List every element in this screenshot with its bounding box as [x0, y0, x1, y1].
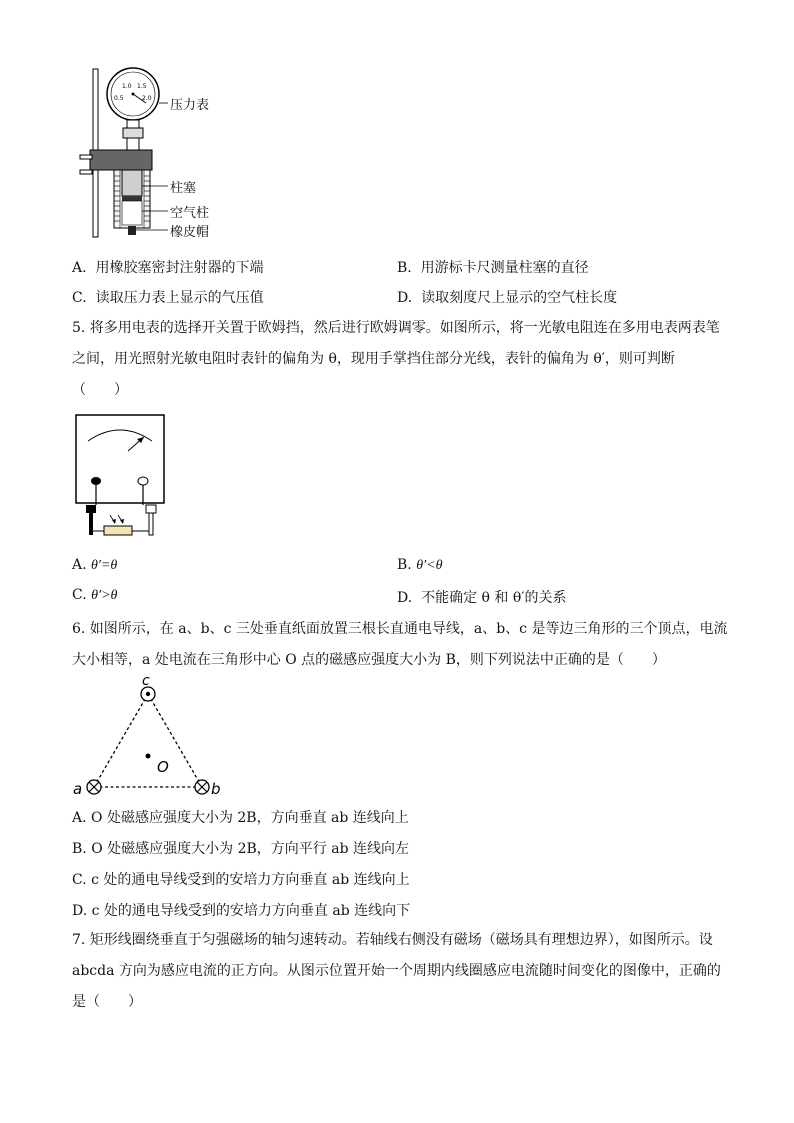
option-text: θ′<θ	[416, 558, 443, 573]
label-pressure-gauge: 压力表	[170, 98, 210, 113]
option-text: O 处磁感应强度大小为 2B，方向平行 ab 连线向左	[91, 841, 409, 857]
option-letter: A.	[72, 557, 87, 573]
q5-line-2: 之间，用光照射光敏电阻时表针的偏角为 θ，现用手掌挡住部分光线，表针的偏角为 θ′，则可判断	[72, 351, 675, 367]
label-piston: 柱塞	[170, 181, 197, 196]
option-letter: C.	[72, 587, 87, 603]
q5-line-1: 5. 将多用电表的选择开关置于欧姆挡，然后进行欧姆调零。如图所示，将一光敏电阻连在多用电表两表笔	[72, 320, 720, 336]
q6-option-d	[72, 900, 410, 920]
q4-option-b	[397, 257, 589, 277]
option-text: 不能确定 θ 和 θ′的关系	[421, 590, 567, 606]
label-c: c	[142, 673, 150, 689]
q7-line-2: abcda 方向为感应电流的正方向。从图示位置开始一个周期内线圈感应电流随时间变化的图像中，正确的	[72, 963, 721, 979]
label-b: b	[211, 780, 221, 798]
option-letter: B.	[72, 841, 87, 857]
triangle-wires-figure	[68, 672, 228, 802]
option-letter: D.	[72, 903, 88, 919]
option-text: c 处的通电导线受到的安培力方向垂直 ab 连线向上	[91, 872, 410, 888]
q5-line-3: （ ）	[72, 382, 128, 398]
option-text: θ′>θ	[91, 588, 118, 603]
option-letter: A.	[72, 260, 87, 276]
option-letter: C.	[72, 290, 87, 306]
q7-line-3: 是（ ）	[72, 994, 142, 1010]
option-text: c 处的通电导线受到的安培力方向垂直 ab 连线向下	[91, 903, 411, 919]
option-text: θ′=θ	[91, 558, 118, 573]
q6-line-2: 大小相等，a 处电流在三角形中心 O 点的磁感应强度大小为 B，则下列说法中正确的是（ ）	[72, 652, 666, 668]
option-text: 读取刻度尺上显示的空气柱长度	[421, 290, 618, 306]
label-rubber-cap: 橡皮帽	[170, 225, 210, 240]
q4-option-c	[72, 287, 264, 307]
label-air-column: 空气柱	[170, 206, 210, 221]
option-text: 读取压力表上显示的气压值	[95, 290, 264, 306]
q5-option-a	[72, 557, 117, 574]
q4-option-d	[397, 287, 617, 307]
option-text: 用游标卡尺测量柱塞的直径	[420, 260, 589, 276]
dial-label-1: 1.0	[122, 83, 132, 90]
dial-label-3: 2.0	[142, 95, 152, 102]
label-a: a	[73, 780, 83, 798]
option-letter: B.	[397, 260, 412, 276]
option-letter: B.	[397, 557, 412, 573]
q5-option-c	[72, 587, 117, 604]
option-letter: A.	[72, 810, 87, 826]
q7-line-1: 7. 矩形线圈绕垂直于匀强磁场的轴匀速转动。若轴线右侧没有磁场（磁场具有理想边界），如图所示。设	[72, 932, 713, 948]
option-letter: D.	[397, 590, 413, 606]
option-letter: D.	[397, 290, 413, 306]
multimeter-figure	[74, 413, 168, 539]
option-letter: C.	[72, 872, 87, 888]
q6-line-1: 6. 如图所示，在 a、b、c 三处垂直纸面放置三根长直通电导线，a、b、c 是等边三角形的三个顶点，电流	[72, 621, 728, 637]
dial-label-2: 1.5	[137, 83, 147, 90]
syringe-apparatus-figure	[76, 66, 246, 241]
label-o: O	[157, 758, 169, 776]
option-text: O 处磁感应强度大小为 2B，方向垂直 ab 连线向上	[91, 810, 409, 826]
q4-option-a	[72, 257, 263, 277]
option-text: 用橡胶塞密封注射器的下端	[95, 260, 264, 276]
dial-label-0: 0.5	[114, 95, 124, 102]
q6-option-a	[72, 807, 409, 827]
q5-option-d	[397, 587, 566, 607]
q6-option-b	[72, 838, 409, 858]
q5-option-b	[397, 557, 442, 574]
q6-option-c	[72, 869, 410, 889]
